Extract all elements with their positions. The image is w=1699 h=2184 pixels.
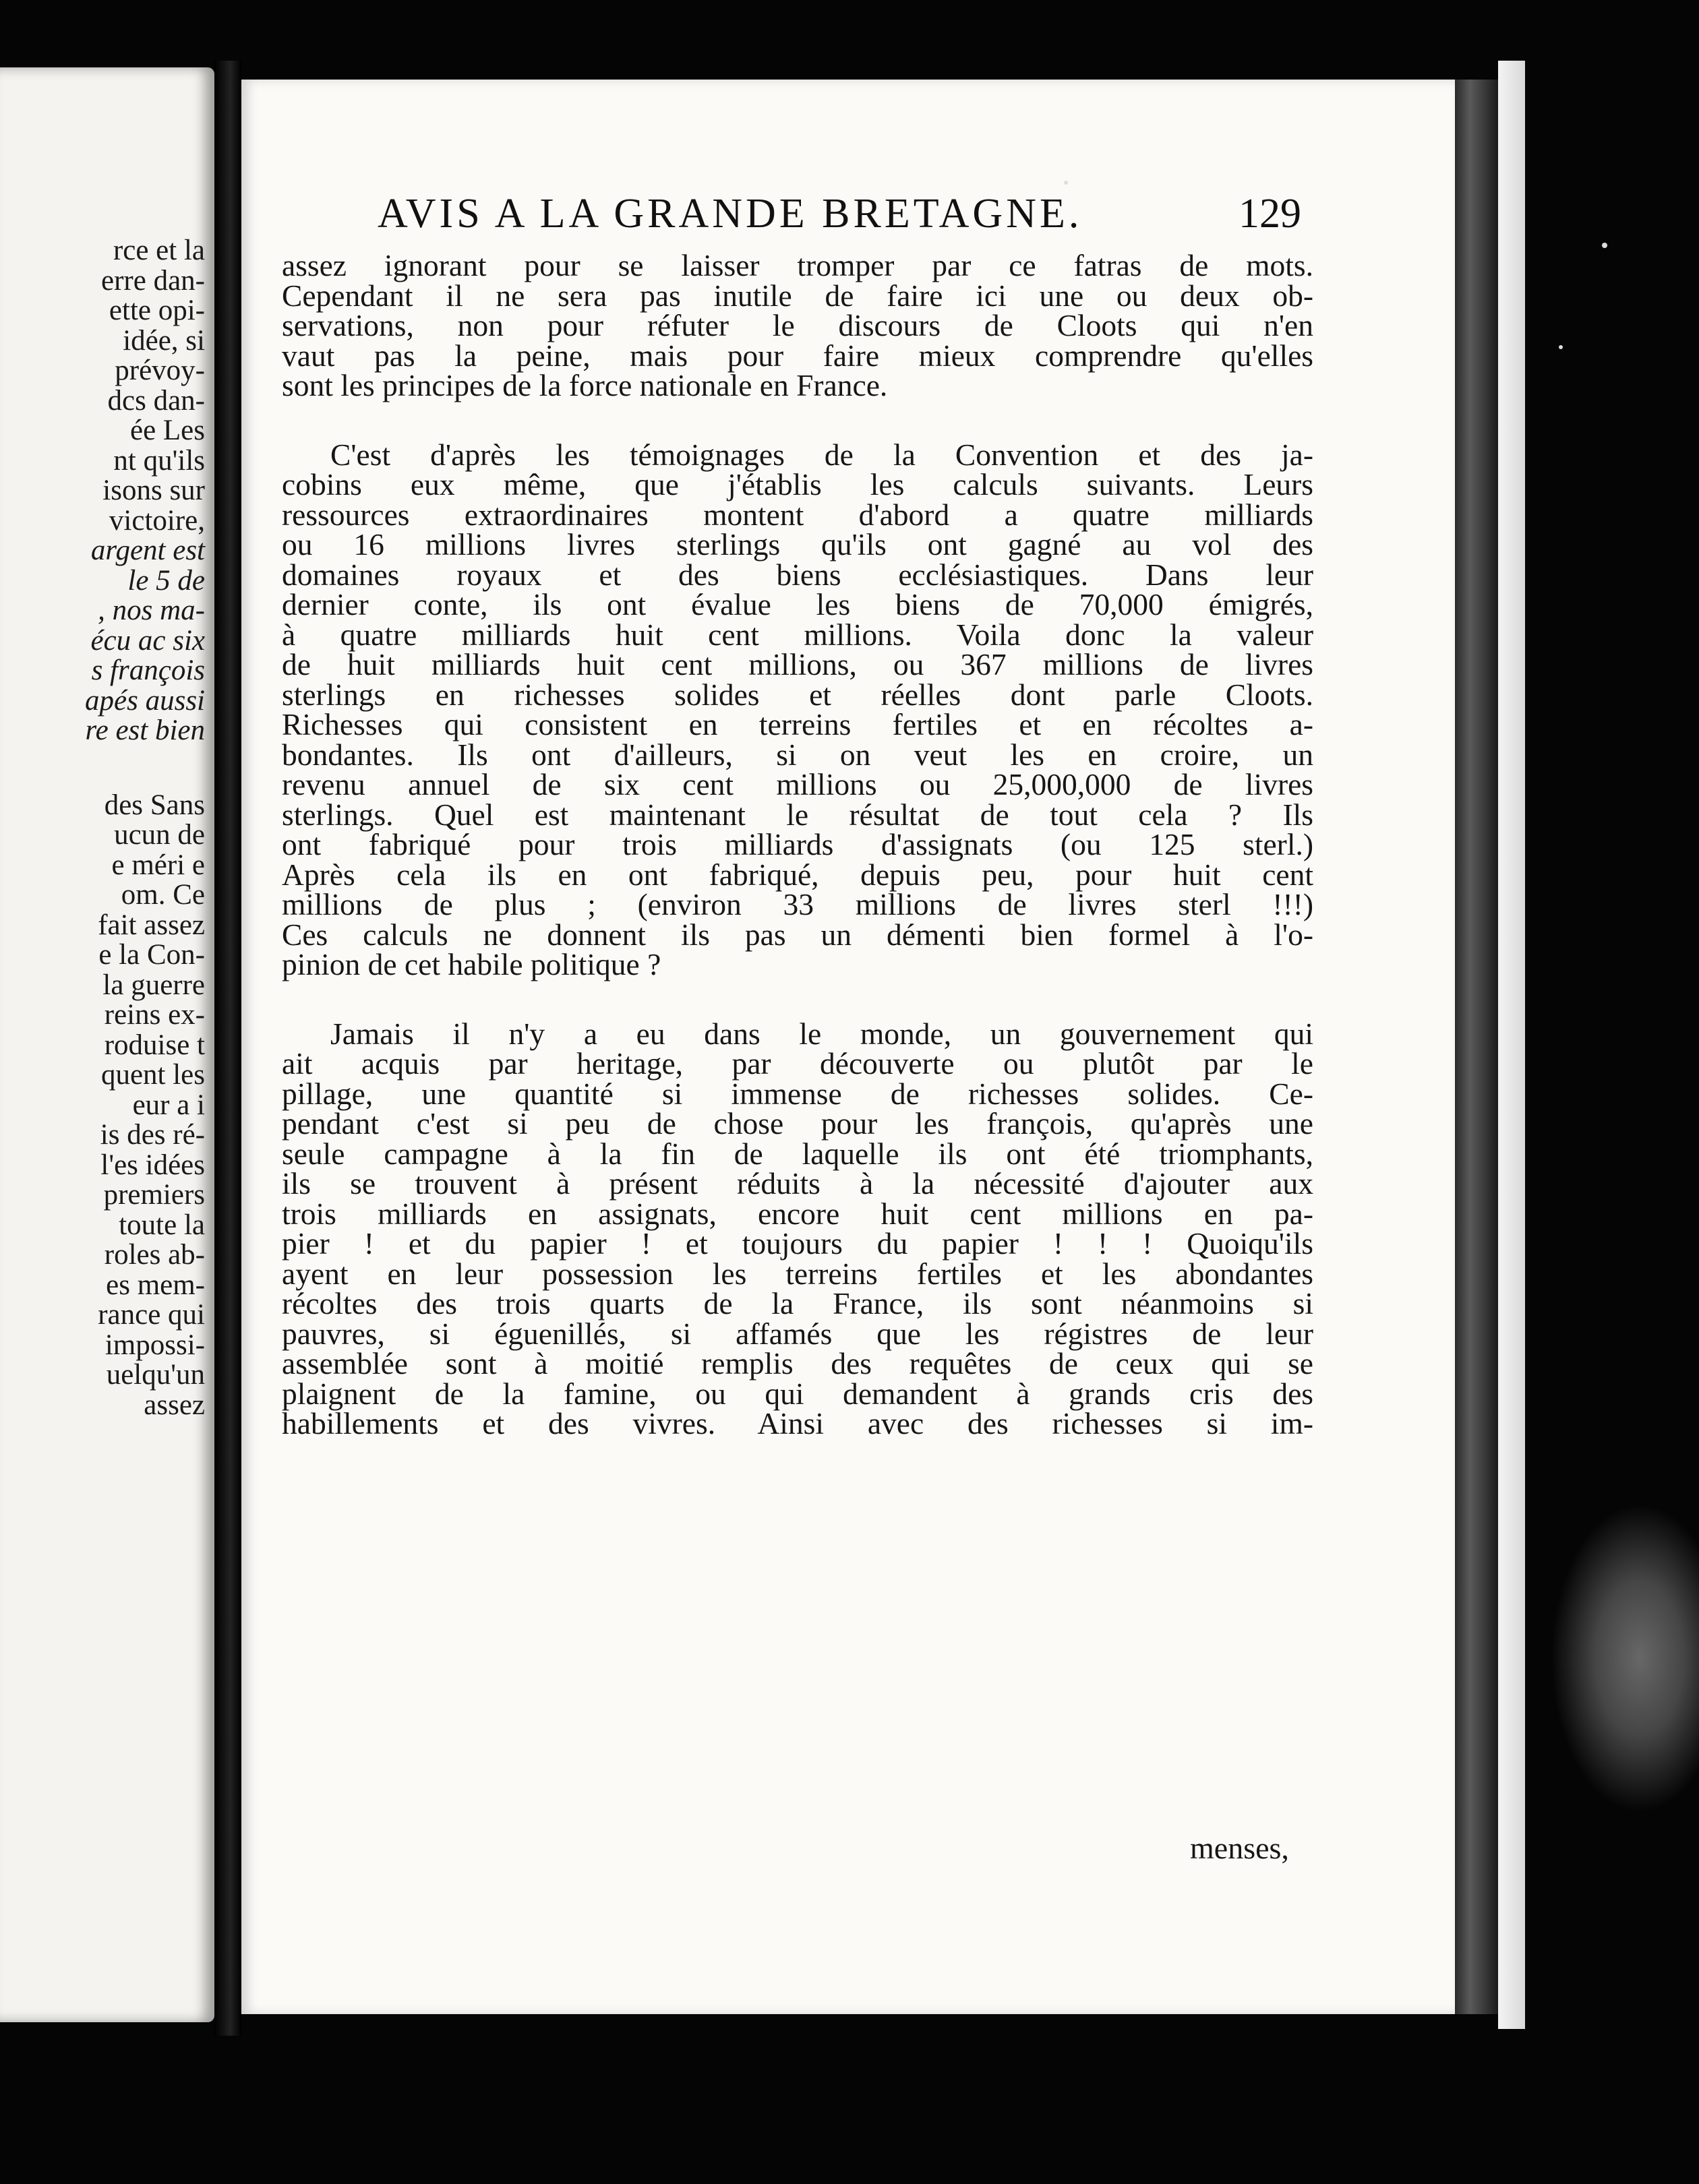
text-line: Cependant il ne sera pas inutile de faire ici une ou deux ob- bbox=[282, 278, 1313, 313]
left-page-line: rance qui bbox=[98, 1299, 205, 1331]
scan-speck bbox=[1602, 243, 1607, 248]
text-line: ont fabriqué pour trois milliards d'assignats (ou 125 sterl.) bbox=[282, 827, 1313, 861]
book-gutter bbox=[214, 61, 241, 2036]
left-page-line: es mem- bbox=[106, 1269, 205, 1301]
text-line: trois milliards en assignats, encore huit cent millions en pa- bbox=[282, 1196, 1313, 1231]
text-line: millions de plus ; (environ 33 millions de livres sterl !!!) bbox=[282, 887, 1313, 921]
text-line: Richesses qui consistent en terreins fertiles et en récoltes a- bbox=[282, 707, 1313, 741]
left-page-line: roles ab- bbox=[104, 1239, 205, 1271]
left-page-line: uelqu'un bbox=[106, 1359, 205, 1391]
text-line: sont les principes de la force nationale en France. bbox=[282, 368, 888, 402]
left-page-line: re est bien bbox=[85, 715, 205, 746]
catchword: menses, bbox=[1190, 1831, 1289, 1865]
left-page-line: rce et la bbox=[113, 235, 205, 266]
left-page-line: assez bbox=[144, 1389, 205, 1421]
left-page-line: isons sur bbox=[102, 475, 205, 506]
left-page-line: nt qu'ils bbox=[113, 444, 205, 477]
page-number: 129 bbox=[1239, 191, 1301, 237]
text-line: bondantes. Ils ont d'ailleurs, si on veut les en croire, un bbox=[282, 737, 1313, 772]
left-page-line: apés aussi bbox=[85, 684, 205, 717]
text-line: assemblée sont à moitié remplis des requêtes de ceux qui se bbox=[282, 1346, 1313, 1381]
left-page-line: écu ac six bbox=[90, 624, 205, 657]
text-line: plaignent de la famine, ou qui demandent à grands cris des bbox=[282, 1376, 1313, 1411]
left-page-line: ette opi- bbox=[109, 295, 205, 326]
left-page-line: dcs dan- bbox=[107, 384, 205, 417]
left-page-line: argent est bbox=[90, 535, 205, 566]
left-page-line: e la Con- bbox=[98, 939, 205, 971]
left-page-line: ucun de bbox=[114, 819, 205, 851]
text-line: récoltes des trois quarts de la France, ils sont néanmoins si bbox=[282, 1286, 1313, 1321]
left-page-line: victoire, bbox=[109, 504, 205, 537]
left-page-line: des Sans bbox=[104, 789, 205, 821]
text-line: sterlings en richesses solides et réelles dont parle Cloots. bbox=[282, 677, 1313, 712]
running-head bbox=[378, 190, 1321, 244]
left-page-line: la guerre bbox=[102, 969, 205, 1001]
text-line: pauvres, si éguenillés, si affamés que les régistres de leur bbox=[282, 1316, 1313, 1351]
paragraph-gap bbox=[282, 401, 1313, 440]
text-line: pendant c'est si peu de chose pour les françois, qu'après une bbox=[282, 1106, 1313, 1141]
text-line: vaut pas la peine, mais pour faire mieux comprendre qu'elles bbox=[282, 338, 1313, 373]
left-page-line: s françois bbox=[91, 655, 205, 686]
left-page-line: eur a i bbox=[132, 1089, 205, 1121]
scan-speck bbox=[1064, 181, 1068, 185]
left-page-line: , nos ma- bbox=[98, 595, 205, 626]
page-edge-shadow bbox=[1455, 80, 1498, 2014]
text-line: à quatre milliards huit cent millions. Voila donc la valeur bbox=[282, 617, 1313, 652]
left-page-line: impossi- bbox=[105, 1329, 205, 1361]
paragraph bbox=[282, 248, 1313, 402]
left-page-line: ée Les bbox=[129, 415, 205, 446]
left-page-line: roduise t bbox=[104, 1029, 205, 1061]
left-page-line: quent les bbox=[100, 1059, 205, 1091]
left-page-line: fait assez bbox=[98, 909, 205, 941]
text-line: habillements et des vivres. Ainsi avec des richesses si im- bbox=[282, 1406, 1313, 1440]
text-line: Jamais il n'y a eu dans le monde, un gouvernement qui bbox=[330, 1016, 1313, 1051]
body-text bbox=[282, 248, 1313, 1440]
left-page-line: idée, si bbox=[123, 324, 205, 357]
text-line: domaines royaux et des biens ecclésiastiques. Dans leur bbox=[282, 557, 1313, 592]
text-line: C'est d'après les témoignages de la Convention et des ja- bbox=[330, 437, 1313, 472]
left-page-line: l'es idées bbox=[100, 1149, 205, 1181]
left-page-line: le 5 de bbox=[127, 564, 205, 597]
text-line: seule campagne à la fin de laquelle ils ont été triomphants, bbox=[282, 1136, 1313, 1171]
text-line: Ces calculs ne donnent ils pas un démenti bien formel à l'o- bbox=[282, 917, 1313, 952]
left-page-line: e méri e bbox=[111, 849, 205, 881]
left-page-line: is des ré- bbox=[100, 1119, 205, 1151]
text-line: cobins eux même, que j'établis les calculs suivants. Leurs bbox=[282, 467, 1313, 502]
text-line: ils se trouvent à présent réduits à la nécessité d'ajouter aux bbox=[282, 1166, 1313, 1201]
page-edge bbox=[1498, 61, 1525, 2029]
paragraph-gap bbox=[282, 980, 1313, 1019]
text-line: pillage, une quantité si immense de richesses solides. Ce- bbox=[282, 1076, 1313, 1111]
left-facing-page bbox=[0, 67, 214, 2022]
text-line: pier ! et du papier ! et toujours du papier ! ! ! Quoiqu'ils bbox=[282, 1226, 1313, 1261]
left-page-line: premiers bbox=[103, 1179, 205, 1211]
text-line: pinion de cet habile politique ? bbox=[282, 947, 661, 981]
text-line: sterlings. Quel est maintenant le résultat de tout cela ? Ils bbox=[282, 797, 1313, 832]
scan-artifact bbox=[1551, 1503, 1699, 1813]
text-line: dernier conte, ils ont évalue les biens de 70,000 émigrés, bbox=[282, 587, 1313, 621]
left-page-line: erre dan- bbox=[101, 264, 205, 297]
scan-speck bbox=[1559, 345, 1563, 349]
text-line: de huit milliards huit cent millions, ou 367 millions de livres bbox=[282, 647, 1313, 681]
text-line: revenu annuel de six cent millions ou 25,000,000 de livres bbox=[282, 767, 1313, 801]
left-page-line: reins ex- bbox=[104, 999, 205, 1031]
left-page-gap bbox=[0, 746, 205, 791]
left-page-text bbox=[0, 236, 205, 1420]
text-line: ayent en leur possession les terreins fertiles et les abondantes bbox=[282, 1256, 1313, 1291]
text-line: servations, non pour réfuter le discours de Cloots qui n'en bbox=[282, 308, 1313, 342]
paragraph bbox=[282, 437, 1313, 981]
text-line: assez ignorant pour se laisser tromper par ce fatras de mots. bbox=[282, 248, 1313, 282]
left-page-line: toute la bbox=[119, 1209, 205, 1241]
text-line: ou 16 millions livres sterlings qu'ils ont gagné au vol des bbox=[282, 527, 1313, 562]
text-line: ait acquis par heritage, par découverte ou plutôt par le bbox=[282, 1046, 1313, 1081]
paragraph bbox=[282, 1016, 1313, 1440]
left-page-line: prévoy- bbox=[115, 355, 205, 386]
text-line: Après cela ils en ont fabriqué, depuis peu, pour huit cent bbox=[282, 857, 1313, 892]
text-line: ressources extraordinaires montent d'abord a quatre milliards bbox=[282, 497, 1313, 532]
running-title: AVIS A LA GRANDE BRETAGNE. bbox=[378, 191, 1083, 237]
left-page-line: om. Ce bbox=[121, 879, 205, 911]
